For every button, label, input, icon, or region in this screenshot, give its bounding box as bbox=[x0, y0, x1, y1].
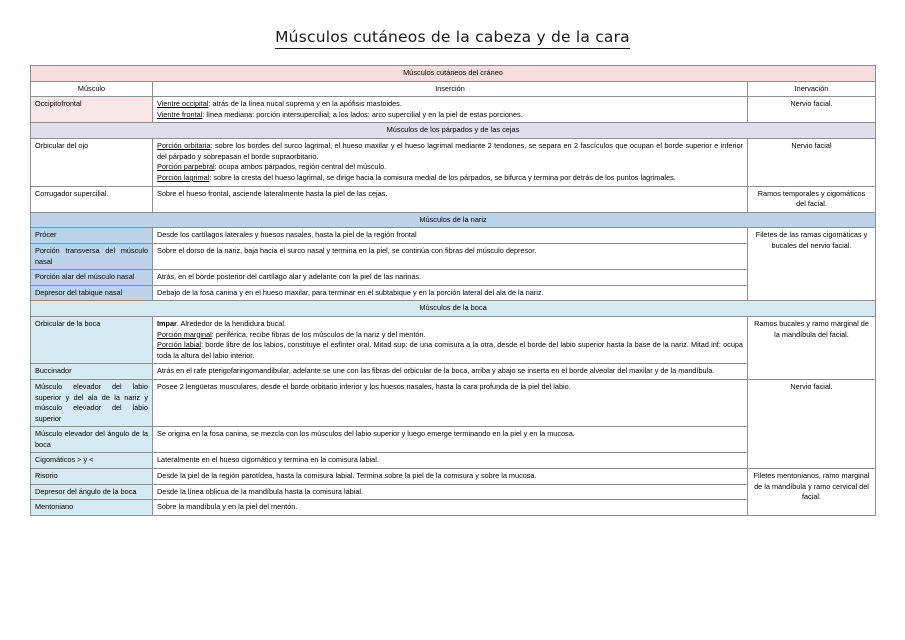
insertion-line: Debajo de la fosa canina y en el hueso maxilar, para terminar en el subtabique y en la porción lateral del ala de la nariz. bbox=[157, 287, 544, 297]
insertion-line-text: : sobre la cresta del hueso lagrimal, se dirige hacia la comisura medial de los párpados, se bifurca y termina por detrás de los puntos lagrimales. bbox=[209, 172, 676, 182]
insertion-elevador-angulo-boca bbox=[153, 427, 748, 453]
insertion-depresor-angulo-boca bbox=[153, 484, 748, 500]
insertion-line-label: Vientre occipital bbox=[157, 99, 209, 109]
section-banner-craneo: Músculos cutáneos del cráneo bbox=[31, 66, 876, 82]
insertion-elevador-labio-superior bbox=[153, 379, 748, 426]
insertion-line: Atrás, en el borde posterior del cartílago alar y adelante con la piel de las narinas. bbox=[157, 272, 422, 282]
muscle-name-occipitofrontal: Occipitofrontal bbox=[31, 97, 153, 123]
insertion-line bbox=[157, 330, 743, 341]
innervation-mentoniano-group: Filetes mentonianos, ramo marginal de la mandíbula y ramo cervical del facial. bbox=[748, 468, 876, 515]
column-header-musculo: Músculo bbox=[31, 81, 153, 97]
insertion-orbicular-del-ojo bbox=[153, 139, 748, 186]
insertion-line bbox=[157, 110, 743, 121]
insertion-line: Posee 2 lengüetas musculares, desde el borde orbitario inferior y los huesos nasales, hasta la cara profunda de la piel del labio. bbox=[157, 381, 571, 391]
insertion-line-text: : atrás de la línea nucal suprema y en la apófisis mastoides. bbox=[208, 99, 402, 109]
insertion-line bbox=[157, 173, 743, 184]
muscle-name-depresor-angulo-boca: Depresor del ángulo de la boca bbox=[31, 484, 153, 500]
innervation-occipitofrontal: Nervio facial. bbox=[748, 97, 876, 123]
insertion-occipitofrontal bbox=[153, 97, 748, 123]
section-banner-nariz: Músculos de la nariz bbox=[31, 212, 876, 228]
innervation-boca-group: Nervio facial. bbox=[748, 379, 876, 468]
section-banner-boca: Músculos de la boca bbox=[31, 301, 876, 317]
insertion-line bbox=[157, 340, 743, 361]
insertion-line: Lateralmente en el hueso cigomático y termina en la comisura labial. bbox=[157, 455, 379, 465]
insertion-line-label: Vientre frontal bbox=[157, 109, 203, 119]
section-banner-row bbox=[31, 301, 876, 317]
insertion-cigomaticos bbox=[153, 453, 748, 469]
insertion-line-label: Porción labial bbox=[157, 340, 202, 350]
insertion-line: Sobre el hueso frontal, asciende lateralmente hasta la piel de las cejas. bbox=[157, 188, 388, 198]
insertion-line-label: Porción marginal bbox=[157, 329, 212, 339]
muscle-name-cigomaticos: Cigomáticos > y < bbox=[31, 453, 153, 469]
insertion-line-label: Porción parpebral bbox=[157, 162, 215, 172]
insertion-porcion-alar-nasal bbox=[153, 270, 748, 286]
page-title bbox=[0, 28, 905, 46]
section-banner-row bbox=[31, 66, 876, 82]
muscle-name-risorio: Risorio bbox=[31, 468, 153, 484]
insertion-line: Sobre la mandíbula y en la piel del mentón. bbox=[157, 502, 298, 512]
table-row bbox=[31, 228, 876, 244]
insertion-line-text: : ocupa ambos párpados, región central del músculo. bbox=[214, 162, 387, 172]
table-row bbox=[31, 139, 876, 186]
insertion-mentoniano bbox=[153, 500, 748, 516]
muscle-name-orbicular-de-la-boca: Orbicular de la boca bbox=[31, 317, 153, 364]
insertion-depresor-tabique-nasal bbox=[153, 285, 748, 301]
table-row bbox=[31, 317, 876, 364]
insertion-line: Desde la piel de la región parotídea, hasta la comisura labial. Termina sobre la piel de la comisura y sobre la mucosa. bbox=[157, 470, 537, 480]
insertion-line-text: : sobre los bordes del surco lagrimal, el hueso maxilar y el hueso lagrimal mediante 2 tendones, se separa en 2 fascículos que ocupan el borde superior e inferior del párpado y sobrepasan el borde supraorbitario. bbox=[157, 141, 743, 161]
muscle-table-body bbox=[31, 66, 876, 516]
insertion-line-label: Porción orbitaria bbox=[157, 141, 211, 151]
column-header-inervacion: Inervación bbox=[748, 81, 876, 97]
innervation-orbicular-de-la-boca: Ramos bucales y ramo marginal de la mandíbula del facial. bbox=[748, 317, 876, 380]
table-row bbox=[31, 186, 876, 212]
insertion-line-text: . Alrededor de la hendidura bucal. bbox=[176, 319, 287, 329]
muscle-name-procer: Prócer bbox=[31, 228, 153, 244]
column-header-insercion: Inserción bbox=[153, 81, 748, 97]
insertion-line: Atrás en el rafe pterigofaringomandibular, adelante se une con las fibras del orbicular de la boca, arriba y abajo se inserta en el borde alveolar del maxilar y de la mandíbula. bbox=[157, 366, 715, 376]
insertion-line-text: : línea mediana: porción intersupercilial; a los lados: arco supercilial y en la piel de estas porciones. bbox=[202, 109, 523, 119]
insertion-line: Desde la línea oblicua de la mandíbula hasta la comisura labial. bbox=[157, 486, 364, 496]
muscle-name-elevador-labio-superior: Músculo elevador del labio superior y del ala de la nariz y músculo elevador del labio superior bbox=[31, 379, 153, 426]
muscle-name-corrugador-supercilial: Corrugador supercilial. bbox=[31, 186, 153, 212]
section-banner-row bbox=[31, 212, 876, 228]
insertion-procer bbox=[153, 228, 748, 244]
insertion-line: Sobre el dorso de la nariz, baja hacia el surco nasal y termina en la piel, se continúa con fibras del músculo depresor. bbox=[157, 245, 537, 255]
insertion-corrugador-supercilial bbox=[153, 186, 748, 212]
column-header-row bbox=[31, 81, 876, 97]
innervation-nariz-group: Filetes de las ramas cigomáticas y bucales del nervio facial. bbox=[748, 228, 876, 301]
innervation-corrugador-supercilial: Ramos temporales y cigomáticos del facial. bbox=[748, 186, 876, 212]
muscle-table bbox=[30, 65, 876, 516]
muscle-name-buccinador: Buccinador bbox=[31, 364, 153, 380]
muscle-name-porcion-alar-nasal: Porción alar del músculo nasal bbox=[31, 270, 153, 286]
insertion-line bbox=[157, 162, 743, 173]
muscle-name-orbicular-del-ojo: Orbicular del ojo bbox=[31, 139, 153, 186]
section-banner-parpados: Músculos de los párpados y de las cejas bbox=[31, 123, 876, 139]
insertion-risorio bbox=[153, 468, 748, 484]
insertion-line bbox=[157, 319, 743, 330]
section-banner-row bbox=[31, 123, 876, 139]
insertion-line: Se origina en la fosa canina, se mezcla con los músculos del labio superior y luego emerge terminando en la piel y en la mucosa. bbox=[157, 429, 575, 439]
insertion-line: Desde los cartílagos laterales y huesos nasales, hasta la piel de la región frontal bbox=[157, 230, 417, 240]
insertion-line-text: : periférica, recibe fibras de los músculos de la nariz y del mentón. bbox=[211, 329, 426, 339]
innervation-orbicular-del-ojo: Nervio facial bbox=[748, 139, 876, 186]
insertion-line-label: Porción lagrimal bbox=[157, 172, 210, 182]
table-row bbox=[31, 379, 876, 426]
muscle-name-depresor-tabique-nasal: Depresor del tabique nasal bbox=[31, 285, 153, 301]
insertion-line bbox=[157, 99, 743, 110]
insertion-orbicular-de-la-boca bbox=[153, 317, 748, 364]
insertion-porcion-transversa-nasal bbox=[153, 243, 748, 269]
table-row bbox=[31, 468, 876, 484]
page-title-text: Músculos cutáneos de la cabeza y de la cara bbox=[275, 28, 630, 49]
insertion-buccinador bbox=[153, 364, 748, 380]
muscle-name-porcion-transversa-nasal: Porción transversa del músculo nasal bbox=[31, 243, 153, 269]
table-row bbox=[31, 97, 876, 123]
muscle-name-mentoniano: Mentoniano bbox=[31, 500, 153, 516]
insertion-line bbox=[157, 141, 743, 162]
muscle-name-elevador-angulo-boca: Músculo elevador del ángulo de la boca bbox=[31, 427, 153, 453]
insertion-line-text: : borde libre de los labios, constituye el esfínter oral. Mitad sup: de una comisura a la otra, desde el borde del labio superior hasta la base de la nariz. Mitad inf: ocupa toda la altura del labio interior. bbox=[157, 340, 743, 360]
insertion-line-bold-label: Impar bbox=[157, 319, 177, 329]
